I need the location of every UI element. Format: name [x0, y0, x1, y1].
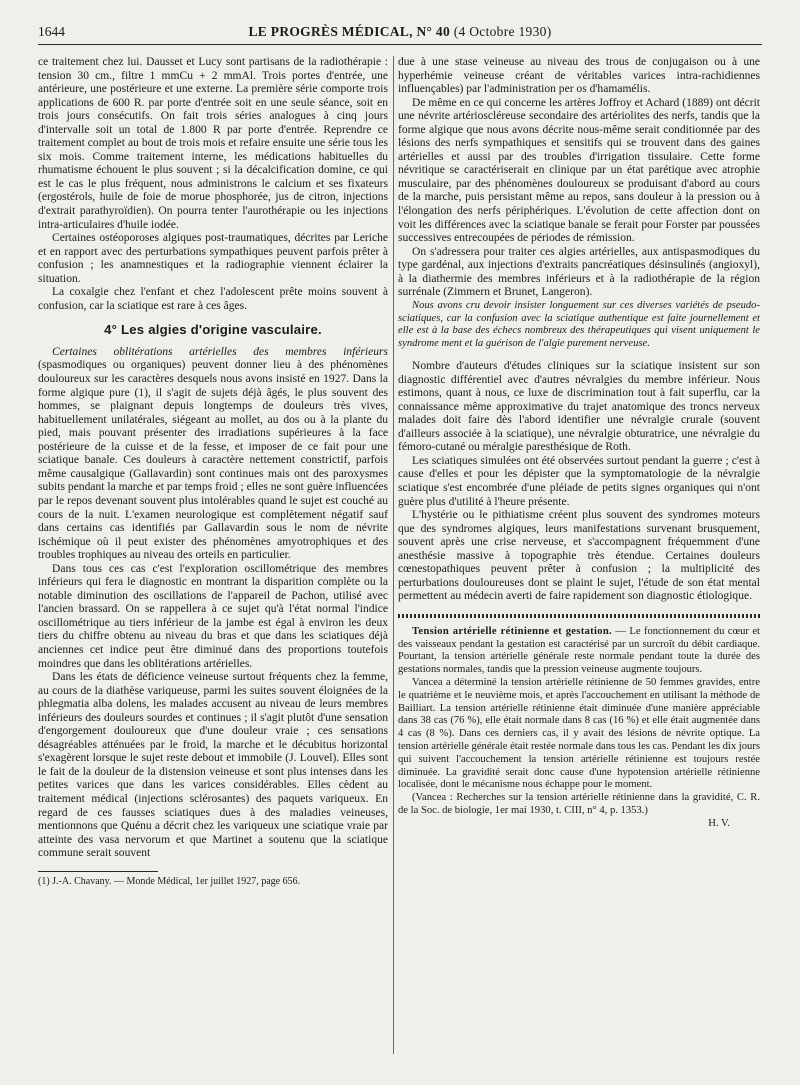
paragraph: Dans tous ces cas c'est l'exploration oscillométrique des membres inférieurs qui fera le diagnostic en montrant la disparition complète ou la notable diminution des oscillations de l'appareil de Pachon, utilisé avec l'ancien brassard. On se rappellera à ce sujet qu'à l'état normal l'indice oscillométrique au tiers inférieur de la jambe est égal à environ les deux tiers du chiffre obtenu au niveau du bras et que dans les sciatiques déjà anciennes cet indice peut être diminué dans des proportions toutefois moindres que dans les oblitérations artérielles. [38, 562, 388, 670]
news-item [398, 626, 760, 677]
paragraph: La coxalgie chez l'enfant et chez l'adolescent prête moins souvent à confusion, car la sciatique est rare à ces âges. [38, 286, 388, 312]
paragraph: Nombre d'auteurs d'études cliniques sur la sciatique insistent sur son diagnostic différentiel avec d'autres névralgies du membre inférieur. Nous estimons, quant à nous, ce luxe de discrimination tout à fait superflu, car la connaissance même approximative du trajet anatomique des troncs nerveux malades doit faire dès l'abord identifier une névralgie crurale (souvent d'ailleurs associée à la sciatique), une névralgie obturatrice, une névralgie du fémoro-cutané ou méralgie paresthésique de Roth. [398, 360, 760, 454]
spacer [398, 351, 760, 360]
paragraph: ce traitement chez lui. Dausset et Lucy sont partisans de la radiothérapie : tension 30 cm., filtre 1 mmCu + 2 mmAl. Trois portes d'entrée, une antérieure, une postérieure et une externe. La première série comporte trois applications de 600 R. par porte d'entrée soit en une seule séance, soit en trois jours consécutifs. On fait trois séries analogues à cinq jours d'intervalle soit un total de 1.800 R par porte d'entrée. Reprendre ce traitement complet au bout de trois mois et refaire ensuite une série tous les six mois. Comme traitement interne, les médications habituelles du rhumatisme échouent le plus souvent ; si la décalcification domine, ce qui est le cas le plus fréquent, nous administrons le calcium et ses fixateurs (ergostérols, huile de foie de morue phosphorée, jus de citron, injections d'extrait parathyroïdien). On pourra tenter l'aurothérapie ou les injections intra-articulaires d'huile iodée. [38, 56, 388, 231]
signature: H. V. [708, 817, 730, 829]
running-title [38, 24, 762, 40]
journal-title: LE PROGRÈS MÉDICAL, N° 40 [248, 24, 451, 39]
page-number: 1644 [38, 24, 65, 39]
column-divider [393, 56, 394, 1054]
left-column [38, 56, 388, 888]
paragraph-text: (spasmodiques ou organiques) peuvent donner lieu à des phénomènes douloureux sur les caractères desquels nous avons insisté en 1927. Dans la forme algique pure (1), il s'agit de sujets déjà âgés, le plus souvent des hommes, se plaignant depuis longtemps de douleurs très vives, habituellement unilatérales, siégeant au mollet, au dos ou à la plante du pied, mais pouvant présenter des irradiations supérieures à la face postérieure de la cuisse et de la fesse, et imposer de ce fait pour une sciatique banale. Ces douleurs à caractère nettement constrictif, parfois même causalgique (Gallavardin) sont continues mais ont des paroxysmes subits pendant la marche et par temps froid ; elles ne sont guère influencées par le repos devenant souvent plus intolérables quand le sujet est couché au cours de la nuit. L'examen neurologique est complètement négatif sauf dans certains cas identifiés par Gallavardin sous le nom de névrite ischémique où il peut exister des phénomènes amyotrophiques et des troubles trophiques au niveau des orteils en particulier. [38, 359, 388, 562]
right-column [398, 56, 760, 831]
section-separator [398, 614, 760, 618]
news-title: Tension artérielle rétinienne et gestation. [412, 625, 612, 637]
paragraph: due à une stase veineuse au niveau des trous de conjugaison ou à une hyperhémie veineuse créant de véritables varices intra-rachidiennes influençables) par l'administration per os d'hamamélis. [398, 56, 760, 96]
news-text: — Le fonctionnement du cœur et des vaisseaux pendant la gestation est caractérisé par un surcroît du débit cardiaque. Pourtant, la tension artérielle générale reste normale pendant toute la durée des gestations normales, tandis que la pression veineuse augmente toujours. [398, 625, 760, 676]
italic-note: Nous avons cru devoir insister longuement sur ces diverses variétés de pseudo-sciatiques, car la confusion avec la sciatique authentique est faite journellement et elle est à la base des échecs nombreux des thérapeutiques qui visent uniquement le syndrome ment et la guérison de l'algie purement nerveuse. [398, 299, 760, 350]
footnote-rule [38, 871, 158, 872]
footnote: (1) J.-A. Chavany. — Monde Médical, 1er juillet 1927, page 656. [38, 875, 301, 887]
section-heading: 4° Les algies d'origine vasculaire. [104, 322, 322, 338]
paragraph: L'hystérie ou le pithiatisme créent plus souvent des syndromes moteurs que des syndromes algiques, leurs manifestations survenant brusquement, souvent après une crise nerveuse, et s'accompagnent fréquemment d'une anesthésie massive à topographie très étendue. Certaines douleurs cœnestopathiques peuvent prêter à confusion ; la multiplicité des perturbations douloureuses dont se plaint le sujet, l'étude de son état mental permettent au médecin averti de faire rapidement son diagnostic étiologique. [398, 509, 760, 603]
news-paragraph: Vancea a déterminé la tension artérielle rétinienne de 50 femmes gravides, entre le quatrième et le neuvième mois, et après l'accouchement en utilisant la méthode de Bailliart. La tension artérielle rétinienne était diminuée d'une manière appréciable dans 38 cas (76 %), elle était normale dans 8 cas (16 %) et elle était augmentée dans 4 cas (8 %). Dans ces derniers cas, il y avait des lésions de névrite optique. La tension artérielle générale était restée normale dans tous les cas. Pendant les dix jours qui suivent l'accouchement la tension artérielle rétinienne est toujours restée diminuée. La gravidité serait donc cause d'une hypotension artérielle rétinienne localisée, dont le mécanisme nous échappe pour le moment. [398, 677, 760, 791]
italic-lead: Certaines oblitérations artérielles des membres inférieurs [52, 345, 388, 358]
paragraph: De même en ce qui concerne les artères Joffroy et Achard (1889) ont décrit une névrite artérioscléreuse secondaire des artériolites des nerfs, tandis que la forme algique que nous avons décrite nous-même serait conditionnée par des lésions des nerfs sympathiques et sensitifs qui se trouvent dans des gaines artérielles et aussi par des troubles d'irrigation tissulaire. Cette forme névritique se caractériserait en clinique par un état parétique avec atrophie musculaire, par des phénomènes douloureux se produisant d'abord au cours de la marche, puis persistant même au repos, sans douleur à la pression ou à l'élongation des nerfs périphériques. L'évolution de cette affection dont on voit les différences avec la sciatique banale se ferait pour Forster par poussées successives entrecoupées de périodes de rémission. [398, 96, 760, 245]
issue-date: (4 Octobre 1930) [453, 24, 552, 39]
paragraph: On s'adressera pour traiter ces algies artérielles, aux antispasmodiques du type gardénal, aux injections d'extraits pancréatiques désinsulinés (angioxyl), à la diathermie des membres inférieurs et à la radiothérapie de la région surrénale (Zimmern et Brunet, Langeron). [398, 245, 760, 299]
paragraph [38, 346, 388, 563]
news-reference: (Vancea : Recherches sur la tension artérielle rétinienne dans la gravidité, C. R. de la Soc. de biologie, 1er mai 1930, t. CIII, n° 4, p. 1353.) [398, 792, 760, 817]
paragraph: Les sciatiques simulées ont été observées surtout pendant la guerre ; c'est à cause d'elles et pour les dépister que la symptomatologie de la névralgie sciatique s'est encombrée d'une pléiade de petits signes organiques qui n'ont guère plus d'utilité à l'heure présente. [398, 454, 760, 508]
running-header [38, 22, 762, 45]
paragraph: Dans les états de déficience veineuse surtout fréquents chez la femme, au cours de la diathèse variqueuse, parmi les suites souvent éloignées de la phlegmatia alba dolens, les malades accusent au niveau de leurs membres inférieurs des douleurs sourdes et continues ; il s'agit plutôt d'une sensation d'engorgement douloureux que d'une douleur vraie ; ces sensations désagréables atténuées par le froid, la marche et le décubitus horizontal s'exagèrent lorsque le sujet reste debout et immobile (J. Louvel). Elles sont le fait de la douleur de la distension veineuse et sont plus intenses dans les petites varices que dans les varices considérables. Elles cèdent au traitement médical (injections sclérosantes) des paquets variqueux. En regard de ces fausses sciatiques dues à des maladies veineuses, mentionnons que Quénu a décrit chez les variqueux une sciatique vraie par atteinte des vasa nervorum et que Martinet a soutenu que la sciatique commune serait souvent [38, 671, 388, 860]
paragraph: Certaines ostéoporoses algiques post-traumatiques, décrites par Leriche et en rapport avec des perturbations sympathiques peuvent parfois prêter à confusion ; les anamnestiques et la radiographie viennent éclairer la situation. [38, 232, 388, 285]
